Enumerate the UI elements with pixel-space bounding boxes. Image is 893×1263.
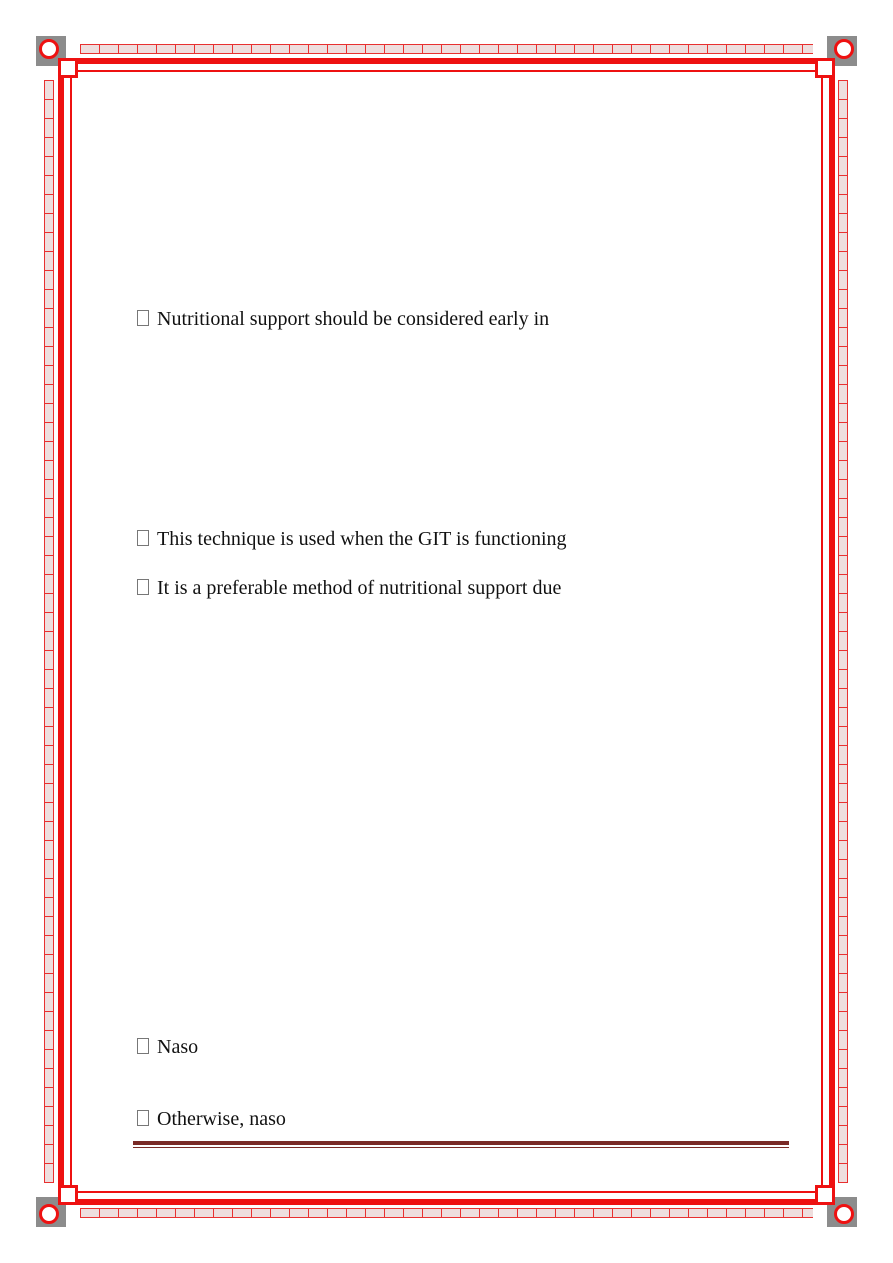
frame-line-left: [58, 58, 64, 1205]
corner-ornament-bottom-left: [34, 1183, 80, 1229]
border-strip-top: [80, 44, 813, 54]
frame-line-bottom: [58, 1199, 835, 1205]
bullet-line: [137, 576, 561, 600]
missing-glyph-bullet-icon: [137, 579, 149, 595]
bullet-line: [137, 307, 549, 331]
frame-line-right: [829, 58, 835, 1205]
frame-inner-line-left: [70, 72, 72, 1191]
bullet-text: Naso: [157, 1036, 199, 1058]
border-strip-bottom: [80, 1208, 813, 1218]
bullet-text: Otherwise, naso: [157, 1108, 286, 1130]
frame-inner-line-top: [72, 70, 821, 72]
bullet-line: [137, 527, 567, 551]
frame-inner-line-right: [821, 72, 823, 1191]
corner-ornament-top-right: [813, 34, 859, 80]
footer-rule-thick: [133, 1141, 789, 1145]
corner-ornament-bottom-right: [813, 1183, 859, 1229]
missing-glyph-bullet-icon: [137, 310, 149, 326]
bullet-text: This technique is used when the GIT is functioning: [157, 528, 567, 550]
border-strip-right: [838, 80, 848, 1183]
corner-ornament-top-left: [34, 34, 80, 80]
bullet-line: [137, 1107, 286, 1131]
missing-glyph-bullet-icon: [137, 1110, 149, 1126]
footer-rule-thin: [133, 1147, 789, 1148]
bullet-line: [137, 1035, 198, 1059]
frame-inner-line-bottom: [72, 1191, 821, 1193]
border-strip-left: [44, 80, 54, 1183]
frame-line-top: [58, 58, 835, 64]
missing-glyph-bullet-icon: [137, 530, 149, 546]
bullet-text: It is a preferable method of nutritional support due: [157, 577, 562, 599]
missing-glyph-bullet-icon: [137, 1038, 149, 1054]
bullet-text: Nutritional support should be considered early in: [157, 308, 550, 330]
